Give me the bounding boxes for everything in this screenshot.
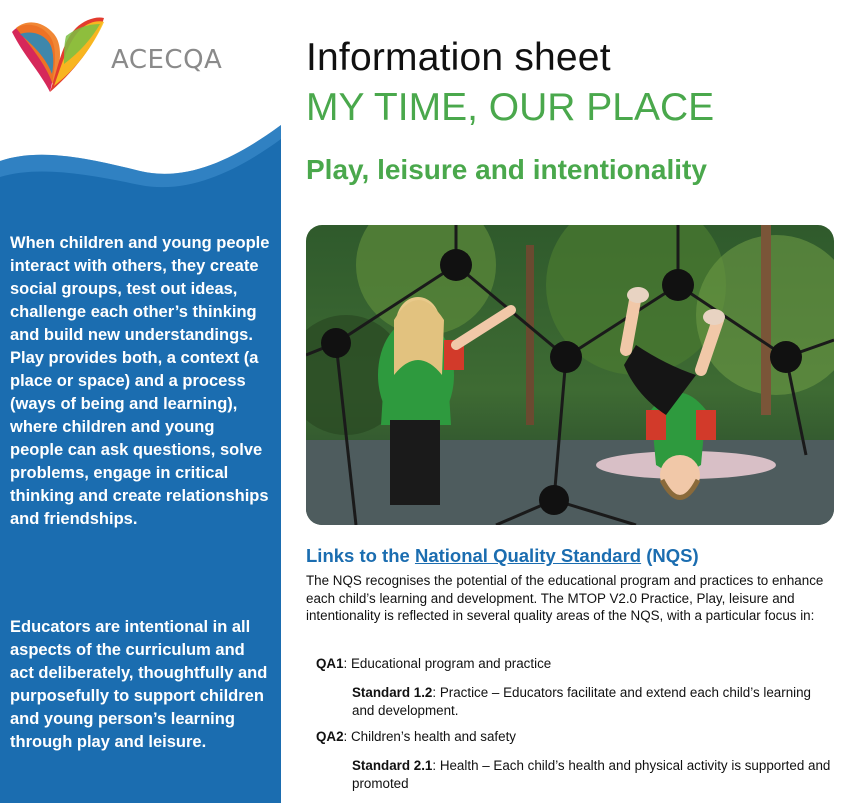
acecqa-logo bbox=[10, 8, 240, 98]
nqs-section-heading bbox=[306, 545, 699, 567]
nqs-heading-suffix: (NQS) bbox=[641, 545, 699, 566]
document-title: MY TIME, OUR PLACE bbox=[306, 86, 715, 129]
qa2-code: QA2 bbox=[316, 729, 344, 744]
qa2-item bbox=[316, 728, 516, 746]
acecqa-wordmark: ACECQA bbox=[111, 45, 223, 75]
children-playing-on-rope-climbing-frame-photo bbox=[306, 225, 834, 525]
qa1-code: QA1 bbox=[316, 656, 344, 671]
standard-2-1-code: Standard 2.1 bbox=[352, 758, 433, 773]
sidebar-paragraph-play: When children and young people interact with others, they create social groups, test out ideas, challenge each other’s thinking and build new understandings. Play provides both, a context (a place or space) and a process (ways of being and learning), where children and young people can ask questions, solve problems, engage in critical thinking and create relationships and friendships. bbox=[10, 234, 270, 528]
acecqa-heart-logo-icon bbox=[10, 8, 105, 93]
standard-1-2-text: : Practice – Educators facilitate and extend each child’s learning and development. bbox=[352, 685, 812, 718]
national-quality-standard-link[interactable]: National Quality Standard bbox=[414, 545, 642, 566]
standard-1-2-item bbox=[352, 684, 822, 719]
qa1-item bbox=[316, 655, 551, 673]
standard-2-1-text: : Health – Each child’s health and physical activity is supported and promoted bbox=[352, 758, 831, 791]
document-subtitle: Play, leisure and intentionality bbox=[306, 154, 707, 185]
nqs-intro-paragraph: The NQS recognises the potential of the educational program and practices to enhance each child’s learning and development. The MTOP V2.0 Practice, Play, leisure and intentionality is reflected in several quality areas of the NQS, with a particular focus in: bbox=[306, 573, 824, 623]
document-label: Information sheet bbox=[306, 36, 611, 79]
standard-2-1-item bbox=[352, 757, 842, 792]
children-playing-photo bbox=[306, 225, 834, 525]
sidebar-panel bbox=[0, 125, 281, 803]
sidebar-paragraph-educators: Educators are intentional in all aspects of the curriculum and act deliberately, thoughtfully and purposefully to support children and young person’s learning through play and leisure. bbox=[10, 618, 268, 751]
qa1-text: : Educational program and practice bbox=[343, 656, 552, 671]
nqs-heading-prefix: Links to the bbox=[306, 545, 415, 566]
qa2-text: : Children’s health and safety bbox=[343, 729, 516, 744]
standard-1-2-code: Standard 1.2 bbox=[352, 685, 433, 700]
